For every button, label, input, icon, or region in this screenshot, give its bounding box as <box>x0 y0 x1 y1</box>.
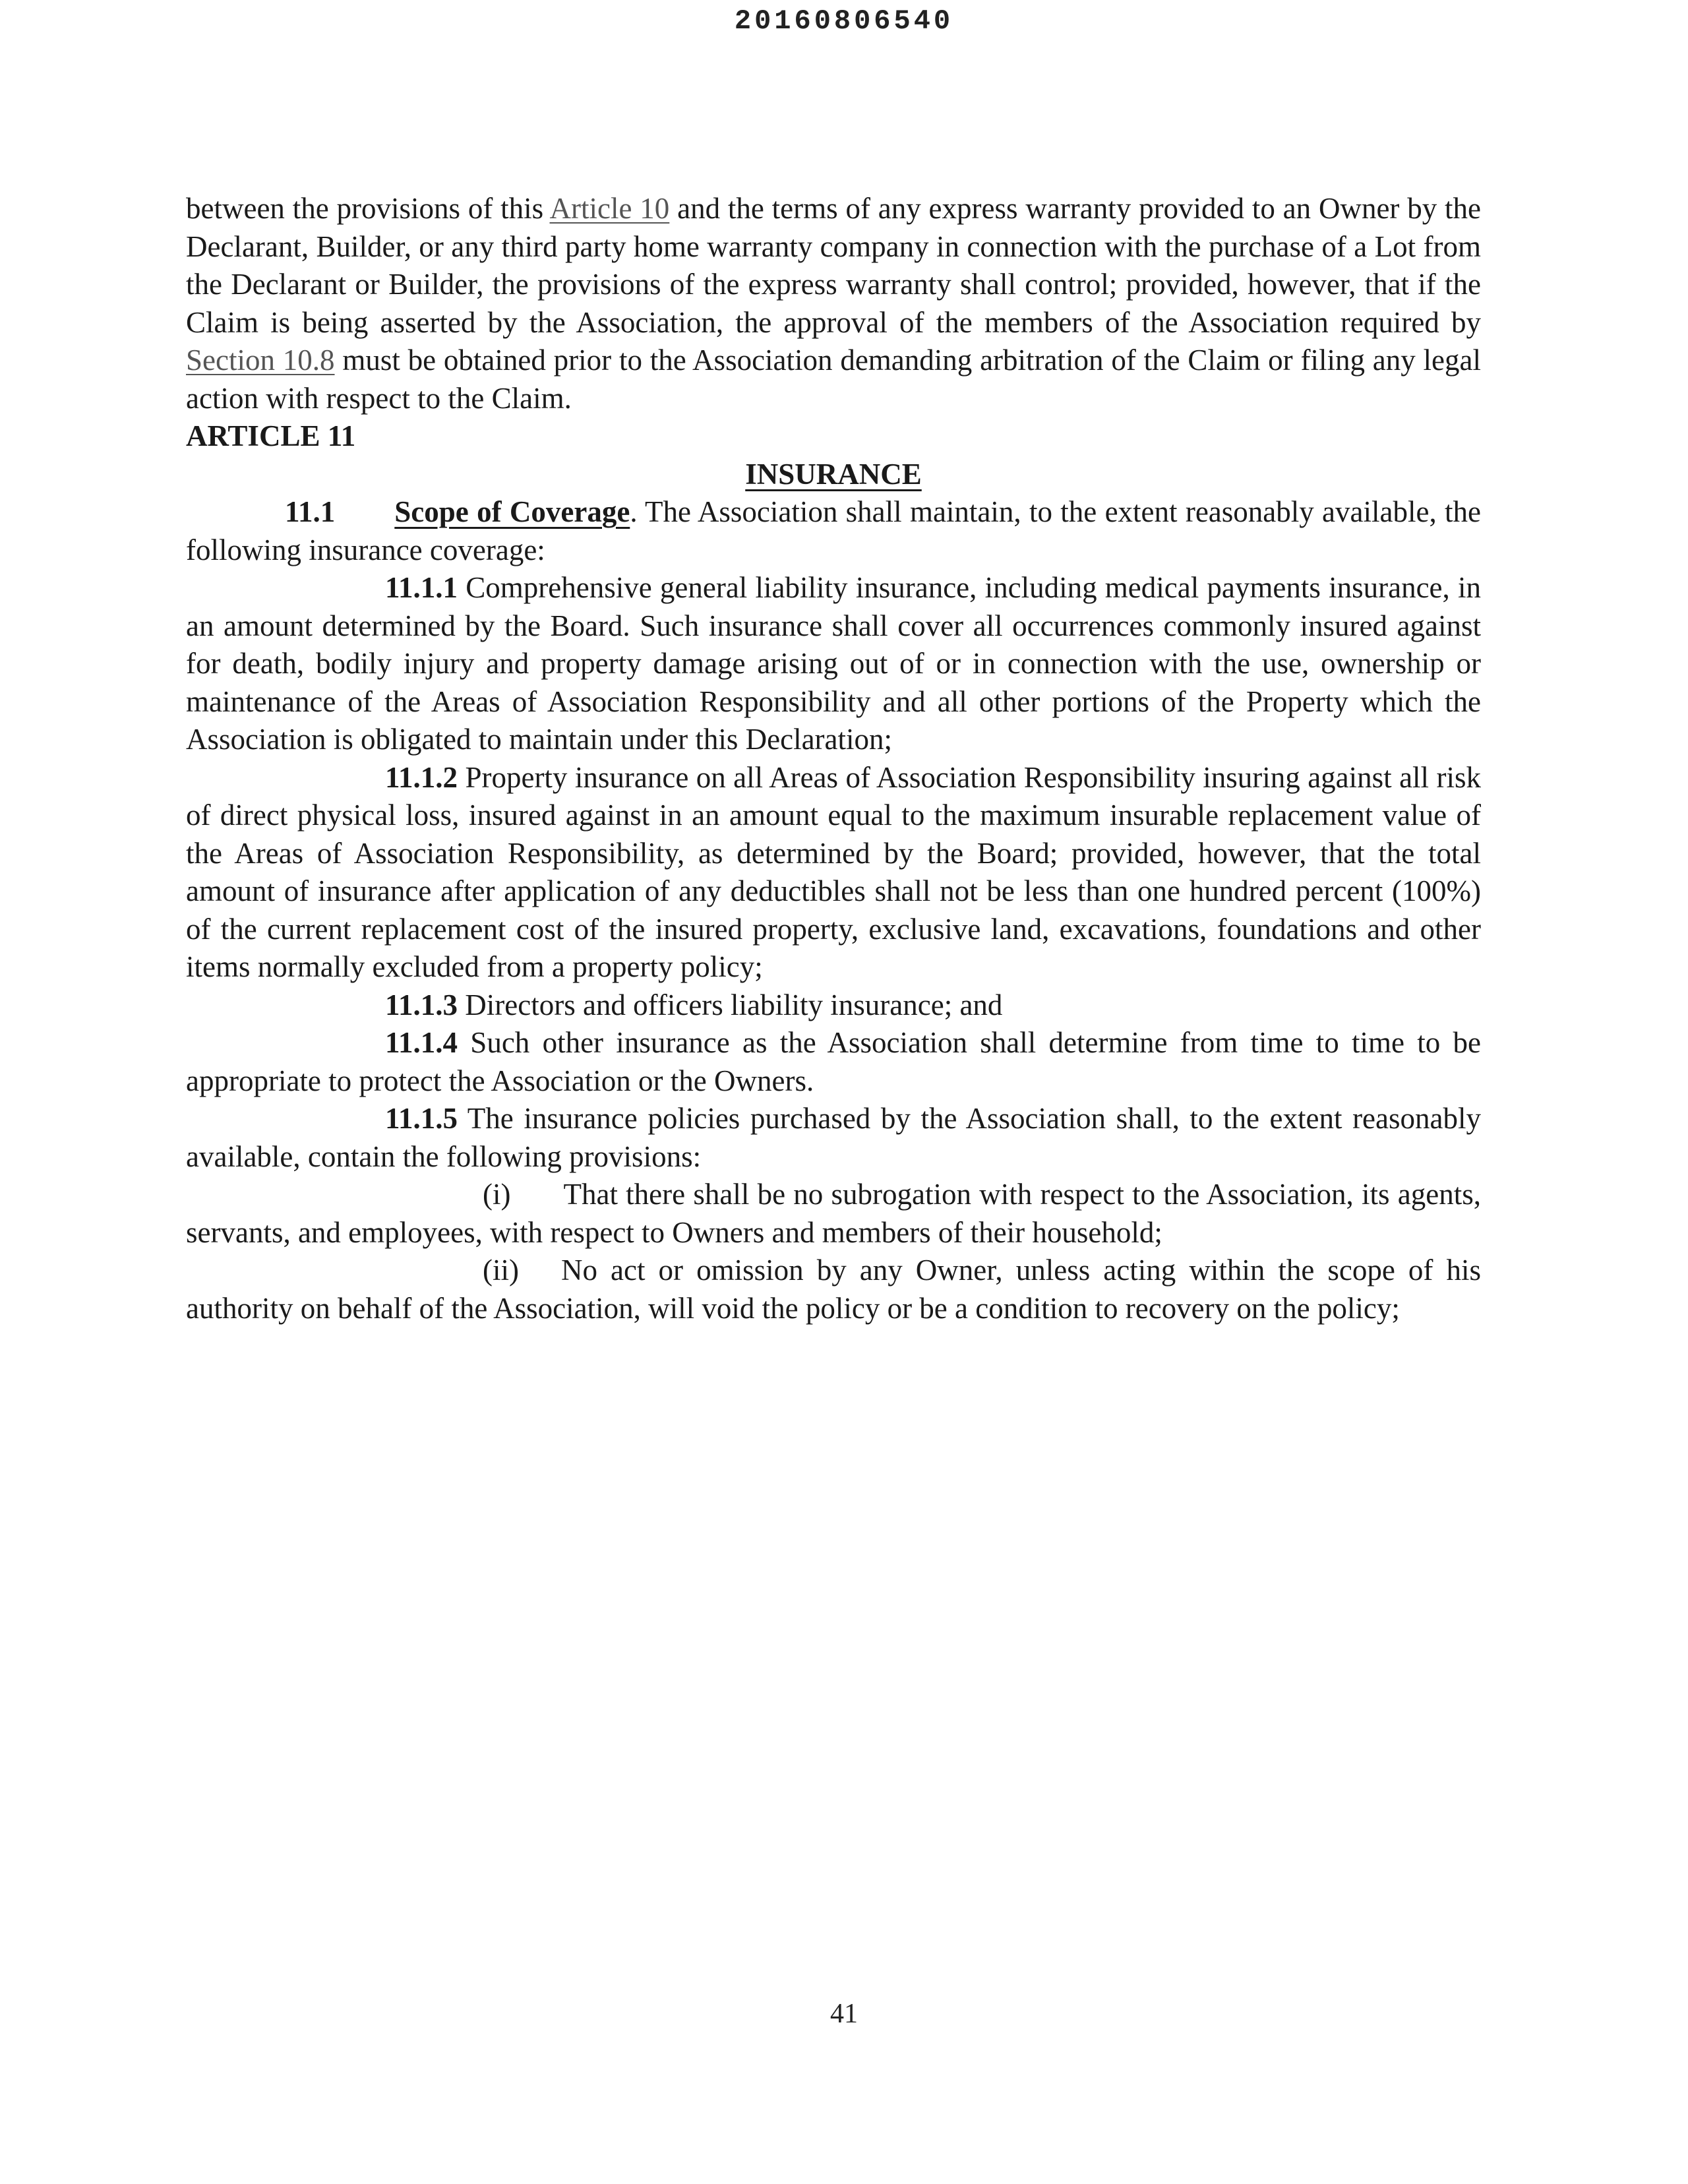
intro-text-1: between the provisions of this <box>186 192 550 225</box>
section-text: . The Association shall maintain, to the extent reasonably available, the following insurance coverage: <box>186 495 1481 566</box>
article-title: INSURANCE <box>745 457 922 491</box>
subsection-number: 11.1.3 <box>385 988 458 1021</box>
subsection-11-1-1 <box>186 569 1481 759</box>
article-heading: ARTICLE 11 <box>186 419 356 452</box>
section-10-8-reference: Section 10.8 <box>186 344 335 377</box>
subsection-text: The insurance policies purchased by the Association shall, to the extent reasonably available, contain the following provisions: <box>186 1102 1481 1173</box>
provision-i <box>186 1176 1481 1252</box>
subsection-text: Property insurance on all Areas of Association Responsibility insuring against all risk of direct physical loss, insured against in an amount equal to the maximum insurable replacement value of the Areas of Association Responsibility, as determined by the Board; provided, however, that the total amount of insurance after application of any deductibles shall not be less than one hundred percent (100%) of the current replacement cost of the insured property, exclusive land, excavations, foundations and other items normally excluded from a property policy; <box>186 760 1481 983</box>
provision-text: That there shall be no subrogation with respect to the Association, its agents, servants, and employees, with respect to Owners and members of their household; <box>186 1178 1481 1249</box>
document-body <box>186 190 1481 1327</box>
intro-paragraph <box>186 190 1481 417</box>
subsection-text: Directors and officers liability insurance; and <box>458 988 1003 1021</box>
provision-label: (i) <box>483 1178 511 1211</box>
document-number: 20160806540 <box>734 5 954 37</box>
section-number: 11.1 <box>285 495 336 528</box>
section-11-1 <box>186 493 1481 569</box>
provision-label: (ii) <box>483 1254 519 1287</box>
subsection-number: 11.1.2 <box>385 760 458 794</box>
subsection-number: 11.1.4 <box>385 1026 458 1059</box>
article-10-reference: Article 10 <box>549 192 670 225</box>
subsection-11-1-2 <box>186 759 1481 986</box>
subsection-11-1-4 <box>186 1024 1481 1100</box>
subsection-text: Comprehensive general liability insurance, including medical payments insurance, in an amount determined by the Board. Such insurance shall cover all occurrences commonly insured against for death, bodily injury and property damage arising out of or in connection with the use, ownership or maintenance of the Areas of Association Responsibility and all other portions of the Property which the Association is obligated to maintain under this Declaration; <box>186 571 1481 756</box>
subsection-number: 11.1.1 <box>385 571 458 604</box>
intro-text-2: and the terms of any express warranty provided to an Owner by the Declarant, Builder, or any third party home warranty company in connection with the purchase of a Lot from the Declarant or Builder, the provisions of the express warranty shall control; provided, however, that if the Claim is being asserted by the Association, the approval of the members of the Association required by <box>186 192 1482 339</box>
provision-text: No act or omission by any Owner, unless acting within the scope of his authority on behalf of the Association, will void the policy or be a condition to recovery on the policy; <box>186 1254 1481 1325</box>
subsection-text: Such other insurance as the Association shall determine from time to time to be appropriate to protect the Association or the Owners. <box>186 1026 1481 1097</box>
subsection-11-1-5 <box>186 1100 1481 1176</box>
page-number: 41 <box>830 1999 858 2029</box>
section-title: Scope of Coverage <box>394 495 630 528</box>
subsection-11-1-3 <box>186 986 1481 1025</box>
subsection-number: 11.1.5 <box>385 1102 458 1135</box>
intro-text-3: must be obtained prior to the Association demanding arbitration of the Claim or filing any legal action with respect to the Claim. <box>186 344 1481 415</box>
provision-ii <box>186 1252 1481 1327</box>
